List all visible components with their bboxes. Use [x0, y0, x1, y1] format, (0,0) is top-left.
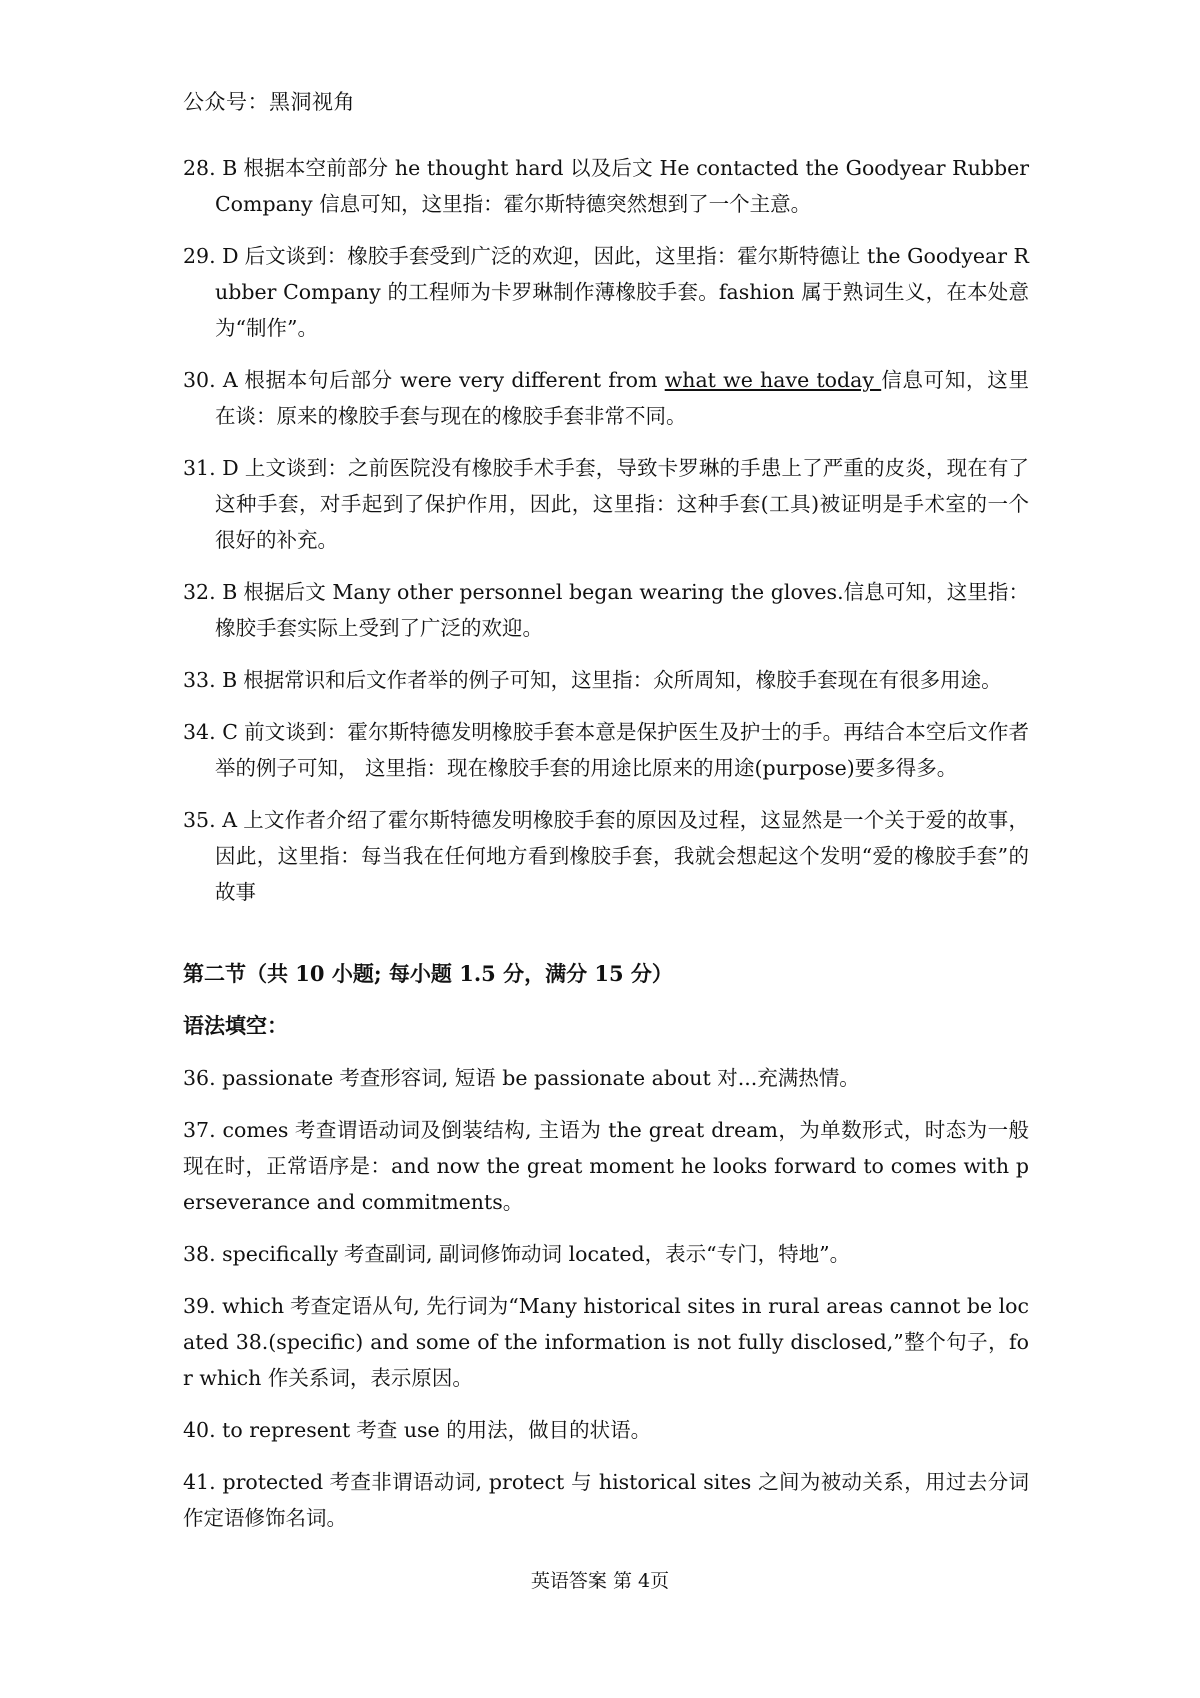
page-footer: 英语答案 第 4页 [530, 1570, 670, 1592]
grammar-answer: 38. specifically [183, 1242, 339, 1266]
grammar-answer: 36. passionate [183, 1066, 334, 1090]
grammar-explanation: 考查形容词, 短语 be passionate about 对...充满热情。 [339, 1066, 860, 1090]
grammar-answer: 37. comes [183, 1118, 289, 1142]
grammar-item-38 [183, 1236, 1029, 1272]
grammar-explanation: 考查非谓语动词, protect 与 historical sites 之间为被动关系，用过去分词作定语修饰名词。 [183, 1470, 1029, 1530]
answer-explanation: 上文谈到：之前医院没有橡胶手术手套，导致卡罗琳的手患上了严重的皮炎，现在有了这种手套，对手起到了保护作用，因此，这里指：这种手套(工具)被证明是手术室的一个很好的补充。 [215, 456, 1029, 552]
answer-number: 31. D [183, 456, 239, 480]
answer-item-31 [183, 450, 1029, 558]
answer-list [183, 150, 1029, 926]
answer-number: 30. A [183, 368, 238, 392]
grammar-item-41 [183, 1464, 1029, 1536]
answer-explanation: 上文作者介绍了霍尔斯特德发明橡胶手套的原因及过程，这显然是一个关于爱的故事，因此，这里指：每当我在任何地方看到橡胶手套，我就会想起这个发明“爱的橡胶手套”的故事 [215, 808, 1029, 904]
answer-number: 28. B [183, 156, 238, 180]
grammar-item-37 [183, 1112, 1029, 1220]
answer-number: 34. C [183, 720, 238, 744]
answer-explanation-post: 信息可知，这里在谈：原来的橡胶手套与现在的橡胶手套非常不同。 [215, 368, 1029, 428]
answer-explanation: 前文谈到：霍尔斯特德发明橡胶手套本意是保护医生及护士的手。再结合本空后文作者举的例子可知， 这里指：现在橡胶手套的用途比原来的用途(purpose)要多得多。 [215, 720, 1029, 780]
grammar-answer: 39. which [183, 1294, 285, 1318]
grammar-item-40 [183, 1412, 1029, 1448]
answer-explanation: 根据本空前部分 he thought hard 以及后文 He contacted the Goodyear Rubber Company 信息可知，这里指：霍尔斯特德突然想到了一个主意。 [215, 156, 1030, 216]
grammar-section [183, 956, 1029, 1552]
grammar-explanation: 考查 use 的用法，做目的状语。 [356, 1418, 652, 1442]
grammar-explanation: 考查谓语动词及倒装结构, 主语为 the great dream，为单数形式，时态为一般现在时，正常语序是：and now the great moment he looks forward to comes with perseverance and commitments。 [183, 1118, 1029, 1214]
answer-item-35 [183, 802, 1029, 910]
section-subtitle: 语法填空： [183, 1013, 288, 1038]
underlined-phrase: what we have today [664, 368, 882, 392]
answer-number: 33. B [183, 668, 238, 692]
answer-explanation: 后文谈到：橡胶手套受到广泛的欢迎，因此，这里指：霍尔斯特德让 the Goodyear Rubber Company 的工程师为卡罗琳制作薄橡胶手套。fashion 属于熟词生义，在本处意为“制作”。 [215, 244, 1029, 340]
grammar-answer: 41. protected [183, 1470, 324, 1494]
answer-explanation: 根据常识和后文作者举的例子可知，这里指：众所周知，橡胶手套现在有很多用途。 [243, 668, 1002, 692]
grammar-answer: 40. to represent [183, 1418, 351, 1442]
answer-item-34 [183, 714, 1029, 786]
answer-number: 32. B [183, 580, 238, 604]
grammar-item-39 [183, 1288, 1029, 1396]
grammar-item-36 [183, 1060, 1029, 1096]
grammar-explanation: 考查定语从句, 先行词为“Many historical sites in rural areas cannot be located 38.(specific) and some of the information is not fully disclosed,”整个句子，for which 作关系词，表示原因。 [183, 1294, 1030, 1390]
answer-number: 35. A [183, 808, 238, 832]
answer-explanation: 根据后文 Many other personnel began wearing the gloves.信息可知，这里指：橡胶手套实际上受到了广泛的欢迎。 [215, 580, 1029, 640]
answer-item-33 [183, 662, 1029, 698]
answer-number: 29. D [183, 244, 239, 268]
section-title: 第二节（共 10 小题; 每小题 1.5 分，满分 15 分） [183, 961, 673, 986]
answer-explanation-pre: 根据本句后部分 were very different from [243, 368, 665, 392]
answer-item-28 [183, 150, 1029, 222]
answer-item-30 [183, 362, 1029, 434]
answer-item-29 [183, 238, 1029, 346]
answer-item-32 [183, 574, 1029, 646]
page-header: 公众号：黑洞视角 [183, 90, 355, 114]
grammar-explanation: 考查副词, 副词修饰动词 located，表示“专门，特地”。 [344, 1242, 851, 1266]
